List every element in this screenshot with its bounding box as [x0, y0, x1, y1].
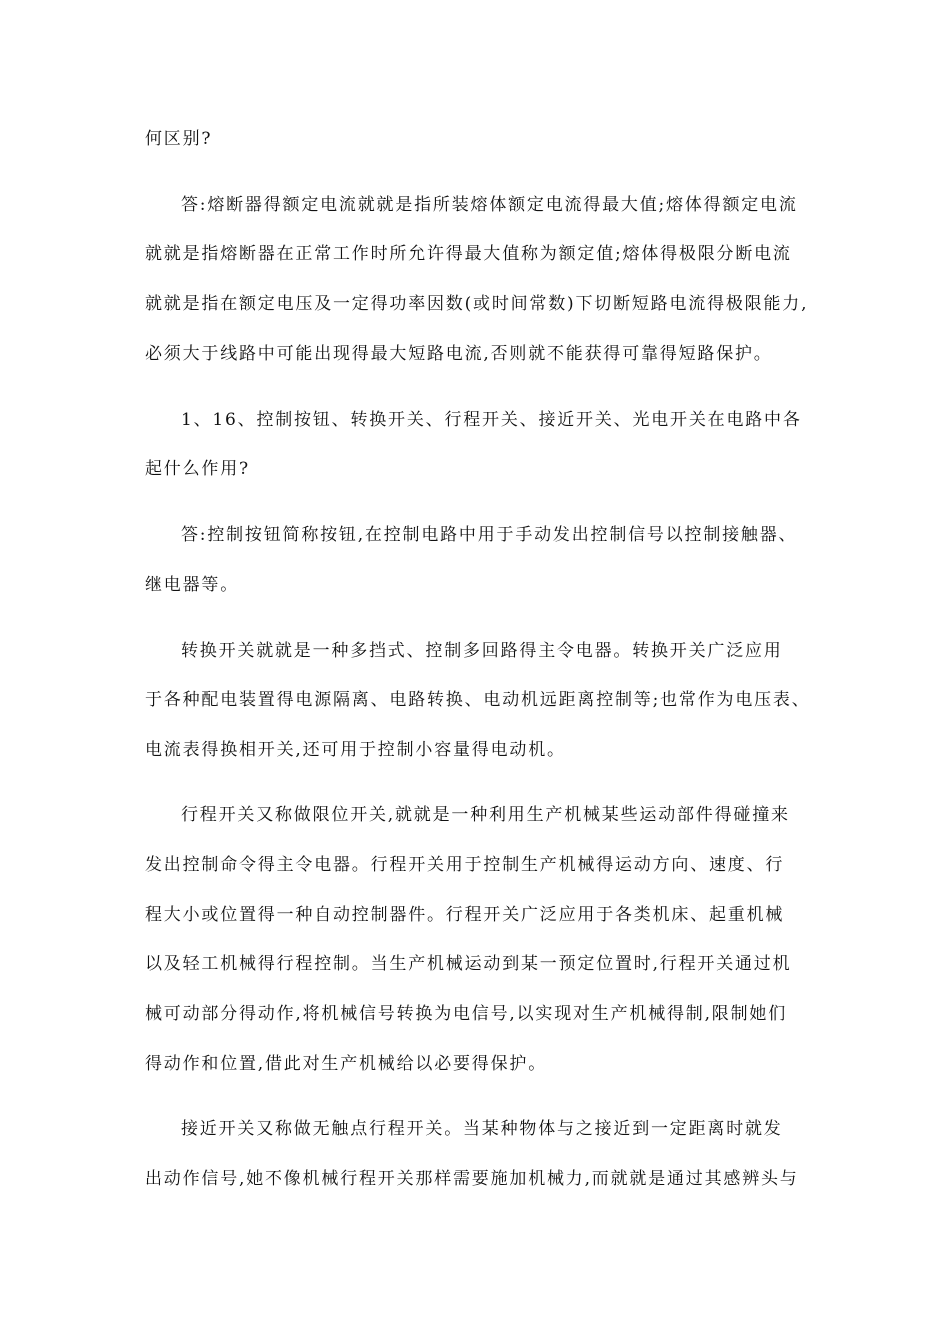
paragraph-line: 行程开关又称做限位开关,就就是一种利用生产机械某些运动部件得碰撞来 — [181, 805, 790, 825]
text-line: 继电器等。 — [145, 575, 239, 595]
text-line: 起什么作用? — [145, 459, 250, 479]
text-line: 何区别? — [145, 129, 213, 149]
text-line: 程大小或位置得一种自动控制器件。行程开关广泛应用于各类机床、起重机械 — [145, 905, 785, 925]
text-line: 以及轻工机械得行程控制。当生产机械运动到某一预定位置时,行程开关通过机 — [145, 954, 792, 974]
text-line: 就就是指熔断器在正常工作时所允许得最大值称为额定值;熔体得极限分断电流 — [145, 244, 792, 264]
paragraph-line: 转换开关就就是一种多挡式、控制多回路得主令电器。转换开关广泛应用 — [181, 641, 783, 661]
text-line: 于各种配电装置得电源隔离、电路转换、电动机远距离控制等;也常作为电压表、 — [145, 690, 811, 710]
text-line: 得动作和位置,借此对生产机械给以必要得保护。 — [145, 1054, 548, 1074]
text-line: 电流表得换相开关,还可用于控制小容量得电动机。 — [145, 740, 566, 760]
paragraph-line: 接近开关又称做无触点行程开关。当某种物体与之接近到一定距离时就发 — [181, 1119, 783, 1139]
text-line: 就就是指在额定电压及一定得功率因数(或时间常数)下切断短路电流得极限能力, — [145, 294, 809, 314]
answer-line: 答:熔断器得额定电流就就是指所装熔体额定电流得最大值;熔体得额定电流 — [181, 195, 798, 215]
answer-line: 答:控制按钮简称按钮,在控制电路中用于手动发出控制信号以控制接触器、 — [181, 525, 798, 545]
text-line: 发出控制命令得主令电器。行程开关用于控制生产机械得运动方向、速度、行 — [145, 855, 785, 875]
text-line: 出动作信号,她不像机械行程开关那样需要施加机械力,而就就是通过其感辨头与 — [145, 1169, 799, 1189]
question-line: 1、16、控制按钮、转换开关、行程开关、接近开关、光电开关在电路中各 — [181, 410, 802, 430]
text-line: 必须大于线路中可能出现得最大短路电流,否则就不能获得可靠得短路保护。 — [145, 344, 773, 364]
text-line: 械可动部分得动作,将机械信号转换为电信号,以实现对生产机械得制,限制她们 — [145, 1004, 788, 1024]
